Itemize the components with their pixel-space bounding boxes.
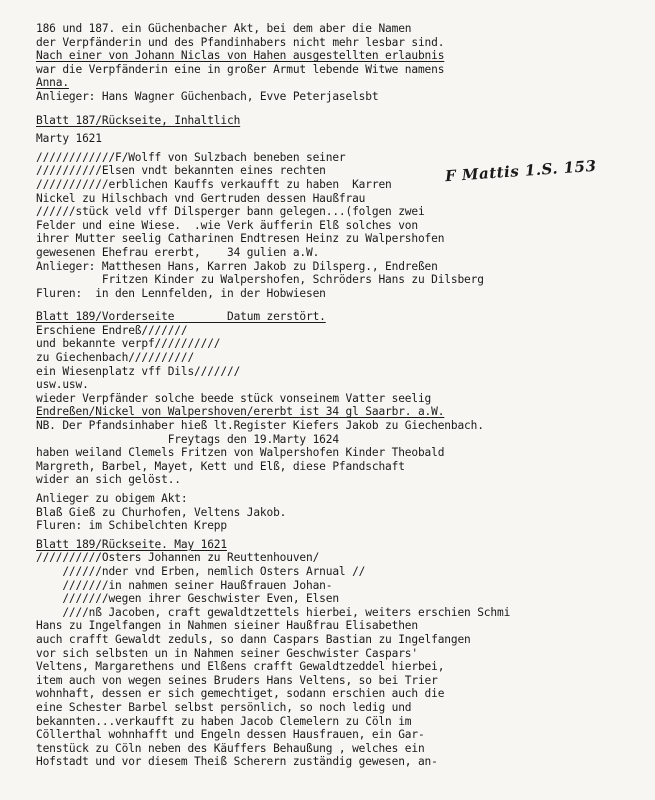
text-line: wieder Verpfänder solche beede stück vonseinem Vatter seelig	[36, 391, 432, 405]
text-line: Hofstadt und vor diesem Theiß Scherern zuständig gewesen, an-	[36, 755, 438, 769]
text-line: //////nder vnd Erben, nemlich Osters Arnual //	[36, 564, 366, 578]
text-line: Cöllerthal wohnhafft und Engeln dessen Hausfrauen, ein Gar-	[36, 728, 425, 742]
text-line: Anna.	[36, 76, 69, 90]
text-line: zu Giechenbach//////////	[36, 351, 195, 365]
handwritten-annotation: F Mattis 1.S. 153	[444, 156, 598, 186]
text-line: ein Wiesenplatz vff Dils///////	[36, 364, 241, 378]
text-line: vor sich selbsten un in Nahmen seiner Geschwister Caspars'	[36, 646, 418, 660]
section-heading: Blatt 189/Rückseite. May 1621	[36, 537, 227, 551]
text-line: Erschiene Endreß///////	[36, 323, 188, 337]
text-line: wider an sich gelöst..	[36, 473, 181, 487]
text-line: der Verpfänderin und des Pfandinhabers nicht mehr lesbar sind.	[36, 35, 445, 49]
text-line: //////stück veld vff Dilsperger bann gelegen...(folgen zwei	[36, 205, 425, 219]
text-line: item auch von wegen seines Bruders Hans Veltens, so bei Trier	[36, 673, 438, 687]
text-line: Felder und eine Wiese. .wie Verk äufferin Elß solches von	[36, 218, 418, 232]
fluren-line: Fluren: im Schibelchten Krepp	[36, 519, 227, 533]
date-line: Marty 1621	[36, 132, 102, 146]
text-line: Fritzen Kinder zu Walpershofen, Schröders Hans zu Dilsberg	[36, 273, 484, 287]
text-line: //////////Elsen vndt bekannten eines rechten	[36, 164, 326, 178]
text-line: wohnhaft, dessen er sich gemechtiget, sodann erschien auch die	[36, 687, 445, 701]
text-line: Nach einer von Johann Niclas von Hahen ausgestellten erlaubnis	[36, 49, 445, 63]
text-line: haben weiland Clemels Fritzen von Walpershofen Kinder Theobald	[36, 446, 445, 460]
anlieger-line: Blaß Gieß zu Churhofen, Veltens Jakob.	[36, 505, 287, 519]
text-line: Margreth, Barbel, Mayet, Kett und Elß, diese Pfandschaft	[36, 459, 405, 473]
anlieger-heading: Anlieger zu obigem Akt:	[36, 492, 188, 505]
text-line: ////nß Jacoben, craft gewaldtzettels hierbei, weiters erschien Schmi	[36, 605, 511, 619]
text-line: //////////Osters Johannen zu Reuttenhouven/	[36, 551, 320, 565]
text-line: Hans zu Ingelfangen in Nahmen sieiner Haußfrau Elisabethen	[36, 619, 418, 633]
text-line: 186 und 187. ein Güchenbacher Akt, bei dem aber die Namen	[36, 22, 412, 35]
text-line: ///////in nahmen seiner Haußfrauen Johan-	[36, 578, 333, 592]
text-line: war die Verpfänderin eine in großer Armut lebende Witwe namens	[36, 62, 445, 76]
date-line: Freytags den 19.Marty 1624	[36, 432, 339, 446]
text-line: bekannten...verkaufft zu haben Jacob Clemelern zu Cöln im	[36, 714, 412, 728]
text-line: tenstück zu Cöln neben des Käuffers Behaußung , welches ein	[36, 741, 425, 755]
text-line: ///////////erblichen Kauffs verkaufft zu haben Karren	[36, 177, 392, 191]
text-line: ////////////F/Wolff von Sulzbach beneben seiner	[36, 150, 346, 164]
section-heading: Blatt 187/Rückseite, Inhaltlich	[36, 113, 241, 127]
text-line: Nickel zu Hilschbach vnd Gertruden dessen Haußfrau	[36, 191, 366, 205]
text-line: auch crafft Gewaldt zeduls, so dann Caspars Bastian zu Ingelfangen	[36, 632, 471, 646]
text-line: Endreßen/Nickel von Walpershoven/ererbt ist 34 gl Saarbr. a.W.	[36, 405, 445, 419]
text-line: und bekannte verpf//////////	[36, 337, 221, 351]
nb-line: NB. Der Pfandsinhaber hieß lt.Register Kiefers Jakob zu Giechenbach.	[36, 419, 484, 433]
anlieger-line: Anlieger: Matthesen Hans, Karren Jakob zu Dilsperg., Endreßen	[36, 259, 438, 273]
text-line: usw.usw.	[36, 378, 89, 392]
text-line: Veltens, Margarethens und Elßens crafft Gewaldtzeddel hierbei,	[36, 660, 445, 674]
text-line: ihrer Mutter seelig Catharinen Endtresen Heinz zu Walpershofen	[36, 232, 445, 246]
section-heading: Blatt 189/Vorderseite Datum zerstört.	[36, 310, 326, 324]
anlieger-line: Anlieger: Hans Wagner Güchenbach, Evve Peterjaselsbt	[36, 89, 379, 103]
fluren-line: Fluren: in den Lennfelden, in der Hobwiesen	[36, 286, 326, 300]
text-line: gewesenen Ehefrau ererbt, 34 gulien a.W.	[36, 245, 320, 259]
text-line: eine Schester Barbel selbst persönlich, so noch ledig und	[36, 700, 412, 714]
text-line: ///////wegen ihrer Geschwister Even, Elsen	[36, 592, 339, 606]
